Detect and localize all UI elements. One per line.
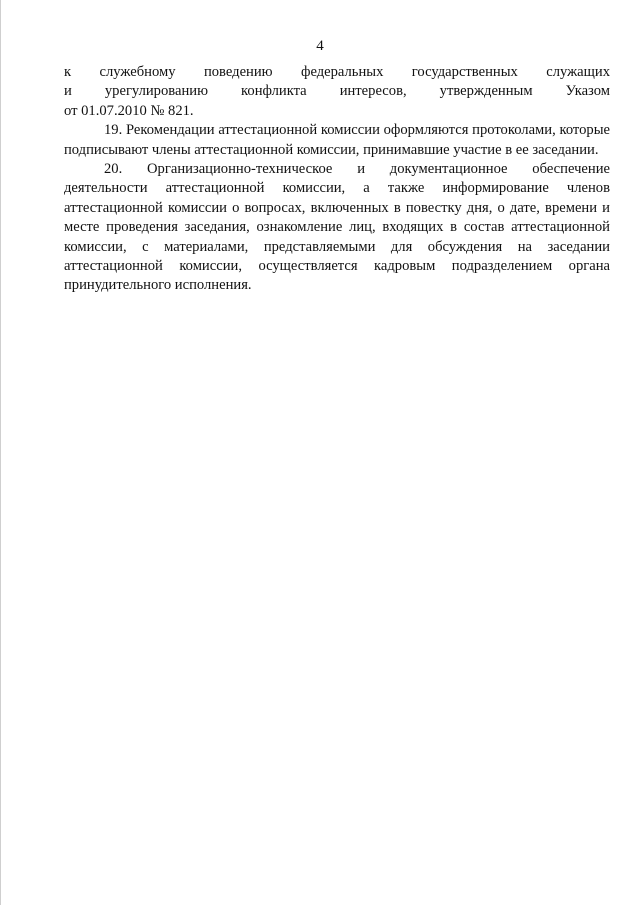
continuation-line-2: и урегулированию конфликта интересов, утвержденным Указом [64, 83, 610, 100]
continuation-line-3: от 01.07.2010 № 821. [64, 102, 194, 119]
paragraph-20: 20. Организационно-техническое и документационное обеспечение деятельности аттестационной комиссии, а также информирование членов аттестационной комиссии о вопросах, включенных в повестку дня, о дате, времени и месте проведения заседания, ознакомление лиц, входящих в состав аттестационной комиссии, с материалами, представляемыми для обсуждения на заседании аттестационной комиссии, осуществляется кадровым подразделением органа принудительного исполнения. [64, 161, 610, 294]
page-number: 4 [316, 38, 324, 54]
document-body [64, 63, 610, 296]
scan-edge [0, 0, 1, 905]
continuation-paragraph [64, 63, 610, 121]
continuation-line-1: к служебному поведению федеральных государственных служащих [64, 64, 610, 80]
paragraph-19: 19. Рекомендации аттестационной комиссии оформляются протоколами, которые подписывают члены аттестационной комиссии, принимавшие участие в ее заседании. [64, 122, 610, 158]
